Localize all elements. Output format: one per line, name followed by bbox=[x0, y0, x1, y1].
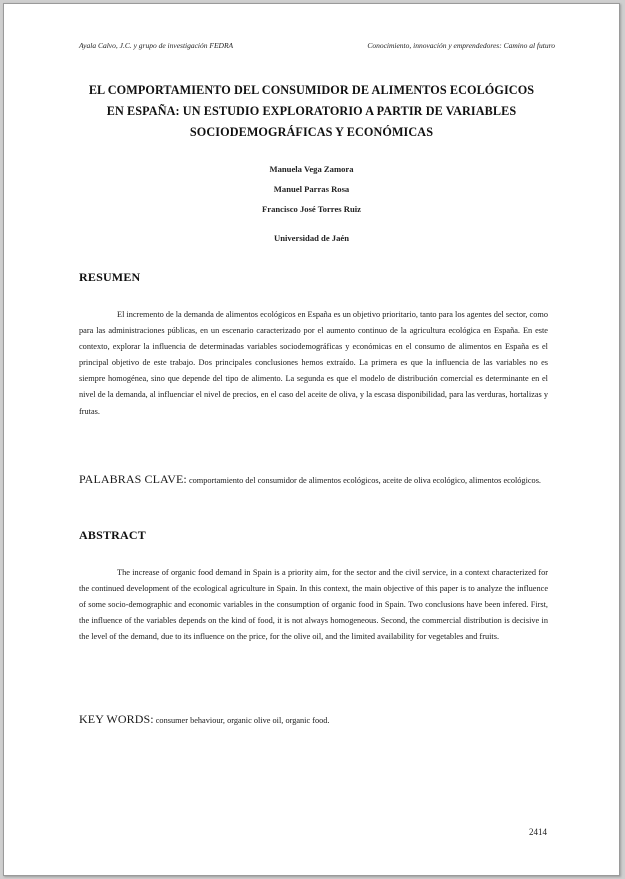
document-page bbox=[3, 3, 620, 876]
title-line: EN ESPAÑA: UN ESTUDIO EXPLORATORIO A PARTIR DE VARIABLES bbox=[106, 104, 517, 118]
running-head-left: Ayala Calvo, J.C. y grupo de investigación FEDRA bbox=[79, 41, 234, 50]
abstract-paragraph: The increase of organic food demand in Spain is a priority aim, for the sector and the civil service, in a context characterized for the continued development of the ecological agriculture in Spain. In this context, the main objective of this paper is to analyze the influence of some socio-demographic and economic variables in the consumption of organic food in Spain. Two conclusions have been infered. First, the influence of the variables depends on the kind of food, it is not always homogeneous. Second, the commercial distribution is decisive in the level of the demand, due to its influence on the price, for the olive oil, and the limited availability for vegetables and fruits. bbox=[79, 568, 548, 642]
abstract-body bbox=[79, 565, 548, 645]
running-head-right: Conocimiento, innovación y emprendedores: Camino al futuro bbox=[367, 41, 555, 50]
key-words-label: KEY WORDS: bbox=[79, 712, 154, 726]
key-words bbox=[79, 711, 551, 729]
palabras-clave bbox=[79, 471, 551, 489]
author: Manuel Parras Rosa bbox=[273, 184, 350, 194]
author-list bbox=[4, 159, 619, 219]
title-line: SOCIODEMOGRÁFICAS Y ECONÓMICAS bbox=[189, 125, 434, 139]
title-line: EL COMPORTAMIENTO DEL CONSUMIDOR DE ALIMENTOS ECOLÓGICOS bbox=[88, 83, 535, 97]
resumen-paragraph: El incremento de la demanda de alimentos ecológicos en España es un objetivo prioritario, tanto para los agentes del sector, como para las administraciones públicas, en un escenario caracterizado por el aumento continuo de la agricultura ecológica en España. En este contexto, explorar la influencia de determinadas variables sociodemográficas y económicas en el consumo de alimentos en España es el principal objetivo de este trabajo. Dos principales conclusiones hemos extraído. La primera es que la influencia de las variables no es siempre homogénea, sino que depende del tipo de alimento. La segunda es que el modelo de distribución comercial es determinante en el nivel de la demanda, al influenciar el nivel de precios, en el caso del aceite de oliva, y la escasa disponibilidad, para las verduras, hortalizas y frutas. bbox=[79, 310, 548, 416]
author: Francisco José Torres Ruiz bbox=[262, 204, 361, 214]
resumen-heading: RESUMEN bbox=[79, 270, 141, 284]
palabras-clave-text: comportamiento del consumidor de alimentos ecológicos, aceite de oliva ecológico, alimentos ecológicos. bbox=[188, 476, 542, 485]
abstract-heading: ABSTRACT bbox=[79, 528, 146, 542]
key-words-text: consumer behaviour, organic olive oil, organic food. bbox=[155, 716, 330, 725]
resumen-body bbox=[79, 307, 548, 420]
affiliation: Universidad de Jaén bbox=[274, 233, 349, 243]
palabras-clave-label: PALABRAS CLAVE: bbox=[79, 472, 187, 486]
paper-title bbox=[64, 80, 559, 143]
page-number: 2414 bbox=[529, 827, 547, 837]
author: Manuela Vega Zamora bbox=[269, 164, 354, 174]
